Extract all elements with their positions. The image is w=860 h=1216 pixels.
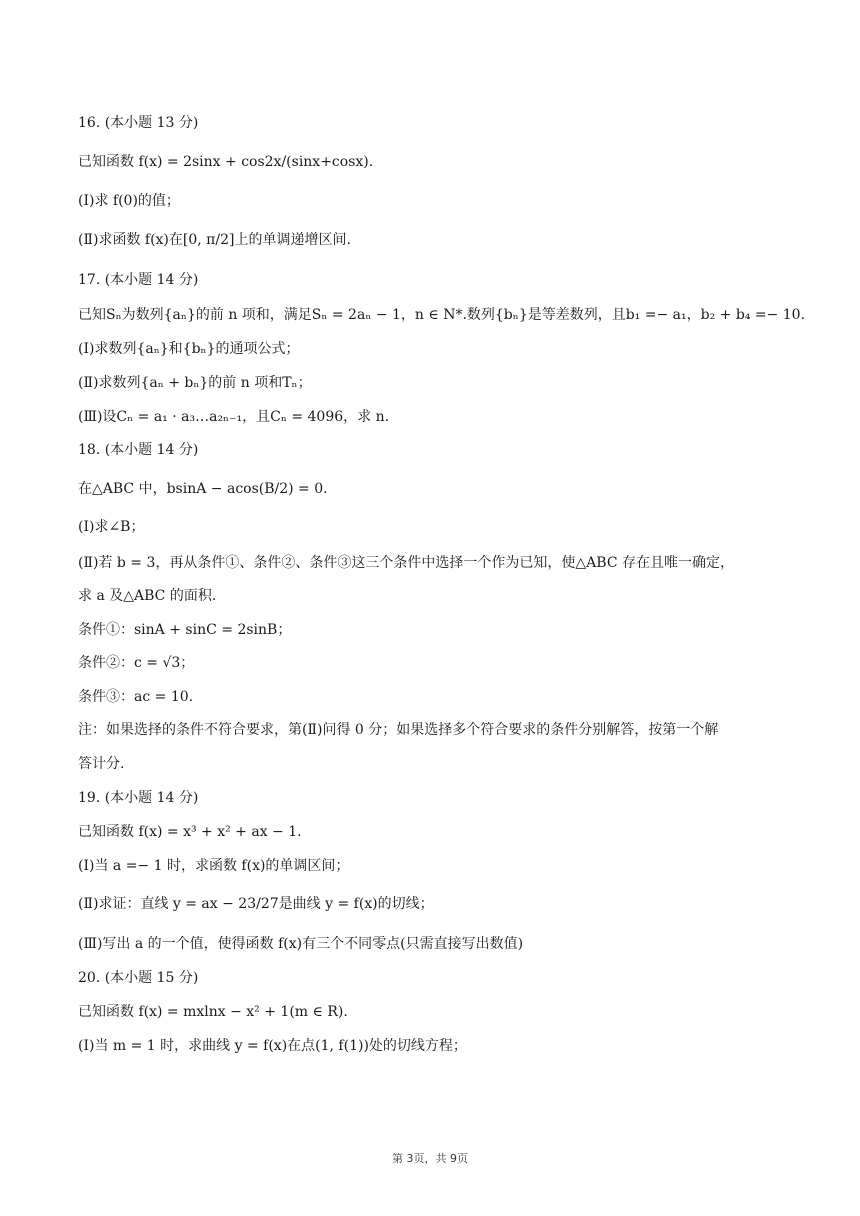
problem-17-part-2: (Ⅱ)求数列{aₙ + bₙ}的前 n 项和Tₙ；: [78, 375, 312, 391]
problem-17-statement: 已知Sₙ为数列{aₙ}的前 n 项和，满足Sₙ = 2aₙ − 1，n ∈ N*.数列{bₙ}是等差数列，且b₁ =− a₁，b₂ + b₄ =− 10.: [78, 307, 806, 323]
problem-16-heading: 16. (本小题 13 分): [78, 115, 199, 131]
problem-19-part-3: (Ⅲ)写出 a 的一个值，使得函数 f(x)有三个不同零点(只需直接写出数值): [78, 936, 524, 952]
problem-18-part-1: (Ⅰ)求∠B；: [78, 519, 145, 535]
problem-17-part-1: (Ⅰ)求数列{aₙ}和{bₙ}的通项公式；: [78, 341, 300, 357]
problem-20-part-1: (Ⅰ)当 m = 1 时，求曲线 y = f(x)在点(1, f(1))处的切线方程；: [78, 1038, 467, 1054]
problem-18-part-2: (Ⅱ)若 b = 3，再从条件①、条件②、条件③这三个条件中选择一个作为已知，使△ABC 存在且唯一确定，: [78, 555, 734, 571]
problem-20-heading: 20. (本小题 15 分): [78, 970, 199, 986]
problem-18-note-cont: 答计分.: [78, 756, 125, 772]
problem-18-heading: 18. (本小题 14 分): [78, 442, 199, 458]
problem-18-statement: 在△ABC 中，bsinA − acos(B/2) = 0.: [78, 481, 328, 497]
problem-17-heading: 17. (本小题 14 分): [78, 272, 199, 288]
problem-19-part-2: (Ⅱ)求证：直线 y = ax − 23/27是曲线 y = f(x)的切线；: [78, 896, 434, 912]
condition-2: 条件②：c = √3；: [78, 655, 195, 671]
problem-20-function: 已知函数 f(x) = mxlnx − x² + 1(m ∈ R).: [78, 1004, 348, 1020]
problem-19-function: 已知函数 f(x) = x³ + x² + ax − 1.: [78, 824, 302, 840]
problem-16-part-2: (Ⅱ)求函数 f(x)在[0, π/2]上的单调递增区间.: [78, 232, 351, 248]
problem-16-part-1: (Ⅰ)求 f(0)的值；: [78, 193, 180, 209]
condition-3: 条件③：ac = 10.: [78, 689, 194, 705]
problem-17-part-3: (Ⅲ)设Cₙ = a₁ · a₃…a₂ₙ₋₁，且Cₙ = 4096，求 n.: [78, 409, 390, 425]
problem-19-heading: 19. (本小题 14 分): [78, 790, 199, 806]
problem-18-note: 注：如果选择的条件不符合要求，第(Ⅱ)问得 0 分；如果选择多个符合要求的条件分别解答，按第一个解: [78, 722, 719, 738]
problem-19-part-1: (Ⅰ)当 a =− 1 时，求函数 f(x)的单调区间；: [78, 858, 350, 874]
condition-1: 条件①：sinA + sinC = 2sinB；: [78, 622, 292, 638]
problem-18-part-2-cont: 求 a 及△ABC 的面积.: [78, 588, 217, 604]
page-footer: 第 3页，共 9页: [392, 1152, 468, 1165]
problem-16-function: 已知函数 f(x) = 2sinx + cos2x/(sinx+cosx).: [78, 154, 374, 170]
